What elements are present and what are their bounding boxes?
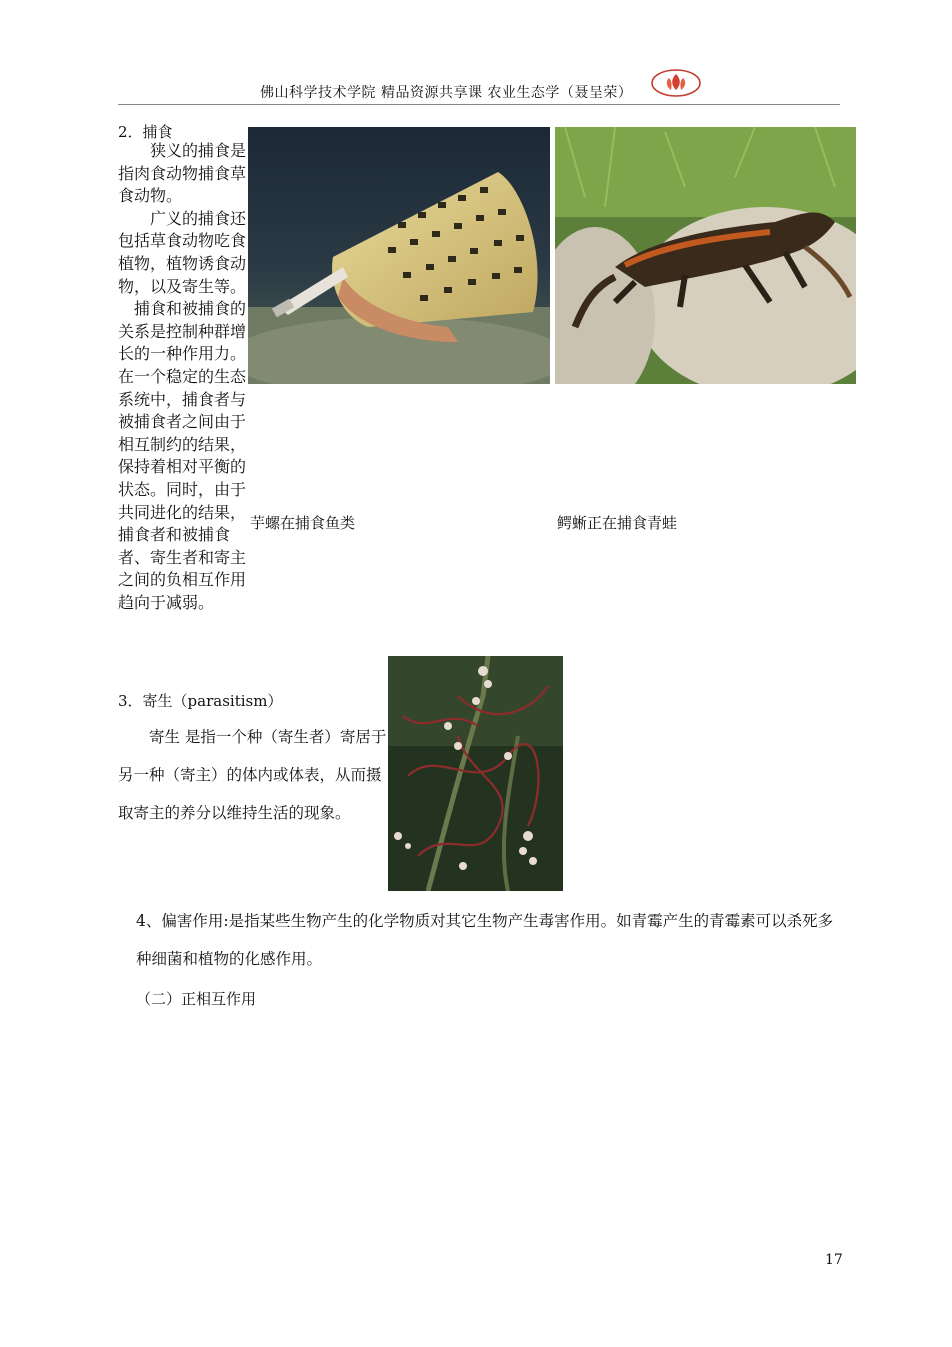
- page-number: 17: [825, 1252, 843, 1268]
- positive-interaction-heading: （二）正相互作用: [136, 990, 257, 1008]
- predation-relationship-text: 捕食和被捕食的关系是控制种群增长的一种作用力。在一个稳定的生态系统中，捕食者与被捕食者之间由于相互制约的结果，保持着相对平衡的状态。同时，由于共同进化的结果，捕食者和被捕食者、寄生者和寄主之间的负相互作用趋向于减弱。: [118, 299, 247, 612]
- predation-broad-definition: 广义的捕食还包括草食动物吃食植物，植物诱食动物，以及寄生等。: [118, 208, 247, 296]
- university-logo: [650, 68, 702, 98]
- parasitism-definition: 寄生 是指一个种（寄生者）寄居于另一种（寄主）的体内或体表，从而摄取寄主的养分以维持生活的现象。: [118, 728, 387, 822]
- parasitism-paragraph: [118, 718, 388, 832]
- dodder-parasite-photo: [388, 656, 563, 891]
- page-header-title: 佛山科学技术学院 精品资源共享课 农业生态学（聂呈荣）: [260, 85, 633, 101]
- predation-narrow-definition: 狭义的捕食是指肉食动物捕食草食动物。: [118, 141, 247, 206]
- amensalism-paragraph: [136, 902, 846, 978]
- cone-snail-photo: [248, 127, 550, 384]
- crocodile-lizard-photo: [555, 127, 856, 384]
- amensalism-definition: 4、偏害作用:是指某些生物产生的化学物质对其它生物产生毒害作用。如青霉产生的青霉素可以杀死多种细菌和植物的化感作用。: [136, 912, 834, 968]
- caption-cone-snail: 芋螺在捕食鱼类: [250, 514, 356, 532]
- caption-crocodile-lizard: 鳄蜥正在捕食青蛙: [557, 514, 678, 532]
- predation-text-column: [118, 140, 246, 614]
- section-3-heading: 3．寄生（parasitism）: [118, 692, 283, 710]
- section-2-heading: 2．捕食: [118, 123, 173, 141]
- header-rule: [118, 104, 840, 105]
